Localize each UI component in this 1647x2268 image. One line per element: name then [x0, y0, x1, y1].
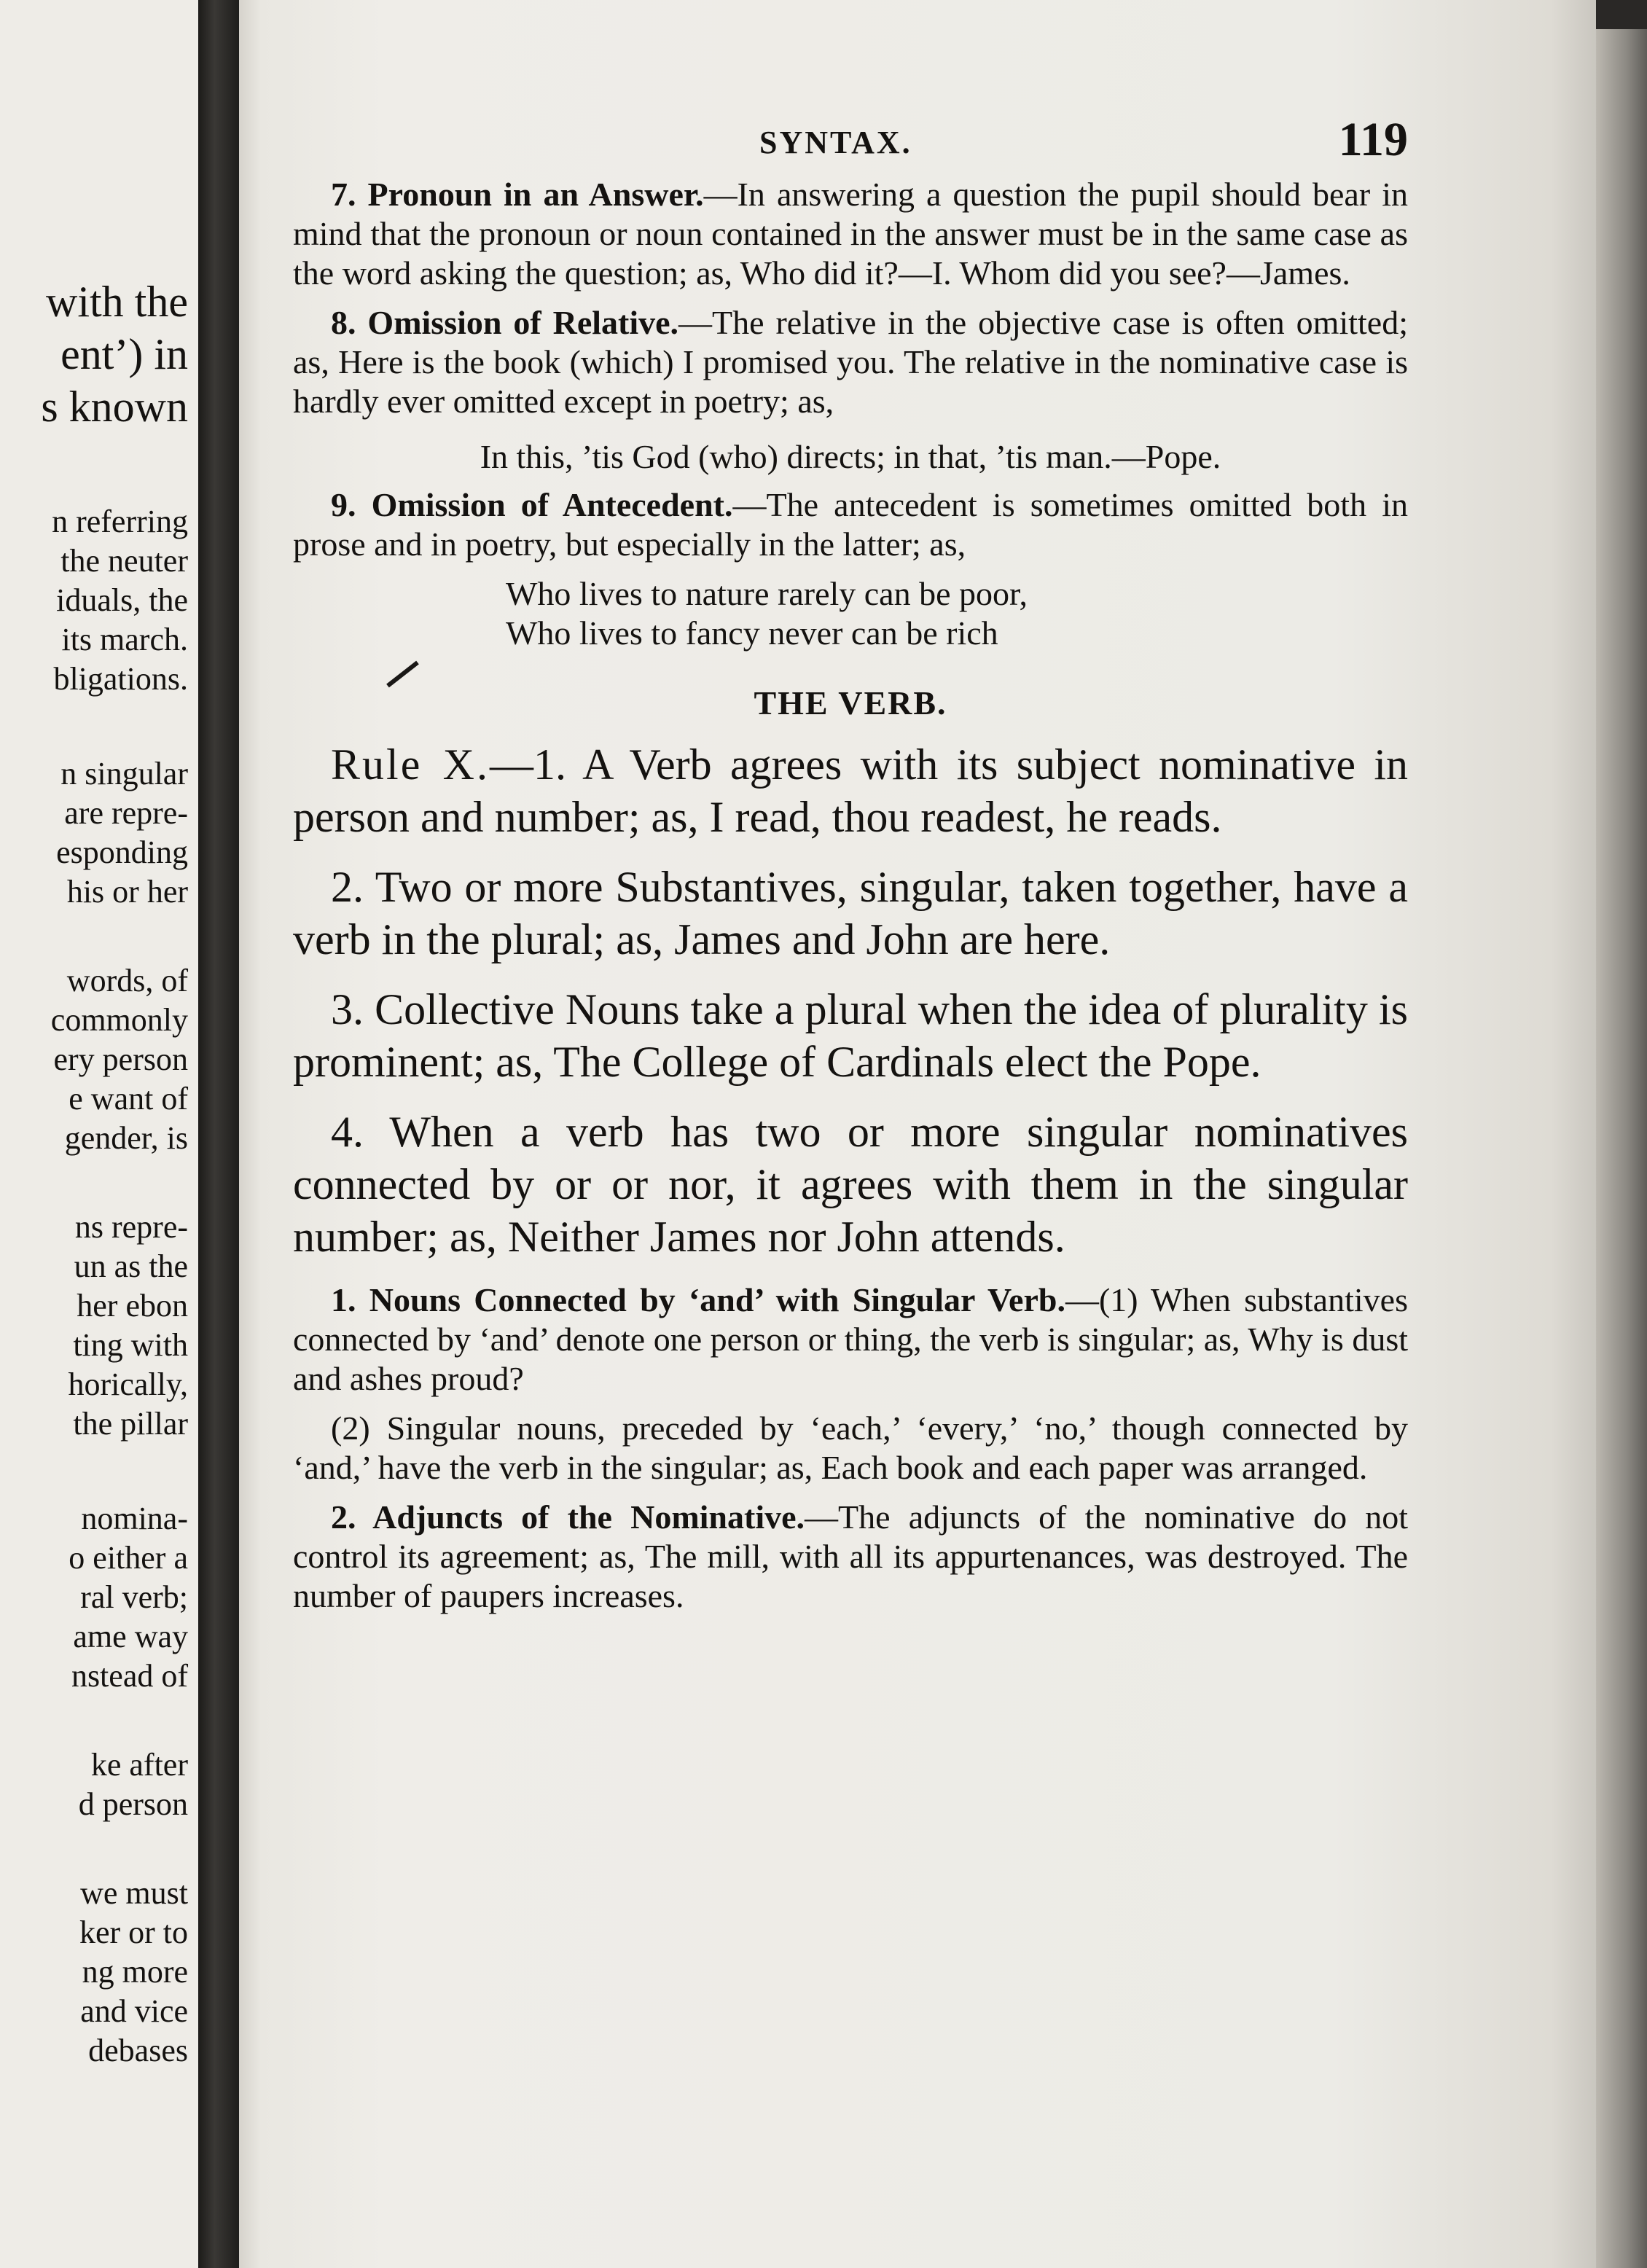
page-number: 119 — [1338, 113, 1408, 166]
previous-page-text-fragment: ns repre- — [74, 1209, 188, 1245]
note-8-heading: 8. Omission of Relative. — [331, 304, 679, 341]
previous-page-text-fragment: ke after — [90, 1747, 188, 1783]
previous-page-text-fragment: ting with — [73, 1327, 188, 1363]
previous-page-text-fragment: gender, is — [64, 1120, 188, 1156]
subnote-1 — [293, 1280, 1408, 1399]
subnote-2-heading: 2. Adjuncts of the Nominative. — [331, 1498, 805, 1536]
previous-page-text-fragment: words, of — [66, 963, 188, 998]
subnote-2 — [293, 1498, 1408, 1616]
rule-x-1 — [293, 738, 1408, 843]
rule-label: Rule X. — [331, 740, 490, 789]
previous-page-text-fragment: his or her — [66, 874, 188, 910]
previous-page-text-fragment: ral verb; — [80, 1579, 188, 1615]
previous-page-text-fragment: with the — [46, 278, 188, 326]
previous-page-text-fragment: n referring — [52, 504, 188, 539]
subnote-1-heading: 1. Nouns Connected by ‘and’ with Singular Verb. — [331, 1281, 1065, 1318]
note-9-body: —The antecedent is sometimes omitted both in prose and in poetry, but especially in the latter; as, — [293, 486, 1408, 563]
rule-x-1-text: —1. A Verb agrees with its subject nominative in person and number; as, I read, thou readest, he reads. — [293, 740, 1408, 841]
previous-page-text-fragment: the pillar — [73, 1406, 188, 1442]
note-8-body: —The relative in the objective case is often omitted; as, Here is the book (which) I promised you. The relative in the nominative case is hardly ever omitted except in poetry; as, — [293, 304, 1409, 420]
previous-page-text-fragment: bligations. — [53, 661, 188, 697]
note-9-heading: 9. Omission of Antecedent. — [331, 486, 733, 523]
note-8 — [293, 303, 1408, 421]
book-gutter — [198, 0, 239, 2268]
previous-page-text-fragment: its march. — [61, 622, 188, 657]
previous-page-text-fragment: esponding — [56, 834, 188, 870]
previous-page-text-fragment: ng more — [82, 1954, 188, 1990]
verse-line: Who lives to fancy never can be rich — [506, 614, 998, 652]
previous-page-text-fragment: nstead of — [71, 1658, 188, 1694]
rule-x-3: 3. Collective Nouns take a plural when the idea of plurality is prominent; as, The College of Cardinals elect the Pope. — [293, 985, 1408, 1086]
running-title: SYNTAX. — [759, 125, 912, 160]
subnote-2-body: —The adjuncts of the nominative do not control its agreement; as, The mill, with all its appurtenances, was destroyed. The number of paupers increases. — [293, 1498, 1408, 1614]
previous-page-text-fragment: e want of — [69, 1081, 188, 1117]
previous-page-text-fragment: d person — [78, 1786, 188, 1822]
previous-page-text-fragment: ame way — [73, 1619, 188, 1654]
previous-page-text-fragment: s known — [41, 383, 188, 431]
running-head — [293, 109, 1408, 175]
subnote-1-part-2: (2) Singular nouns, preceded by ‘each,’ ‘every,’ ‘no,’ though connected by ‘and,’ have the verb in the singular; as, Each book and each paper was arranged. — [293, 1409, 1408, 1486]
rule-x-4: 4. When a verb has two or more singular nominatives connected by or or nor, it agrees with them in the singular number; as, Neither James nor John attends. — [293, 1108, 1408, 1261]
note-7 — [293, 175, 1408, 293]
previous-page-strip — [0, 0, 198, 2268]
previous-page-text-fragment: and vice — [80, 1993, 188, 2029]
previous-page-text-fragment: the neuter — [60, 543, 188, 579]
note-9-verse — [506, 574, 1408, 653]
previous-page-text-fragment: nomina- — [81, 1501, 188, 1536]
previous-page-text-fragment: horically, — [68, 1366, 188, 1402]
pencil-mark — [386, 661, 419, 688]
page-content — [293, 109, 1408, 1616]
page-edge-shadow — [1596, 29, 1647, 2268]
previous-page-text-fragment: ent’) in — [60, 330, 188, 378]
note-7-body: —In answering a question the pupil should bear in mind that the pronoun or noun contained in the answer must be in the same case as the word asking the question; as, Who did it?—I. Whom did you see?—James. — [293, 176, 1408, 292]
previous-page-text-fragment: n singular — [60, 756, 188, 791]
previous-page-text-fragment: ery person — [53, 1041, 188, 1077]
section-title — [293, 684, 1408, 722]
previous-page-text-fragment: are repre- — [64, 795, 188, 831]
note-7-heading: 7. Pronoun in an Answer. — [331, 176, 704, 213]
previous-page-text-fragment: commonly — [50, 1002, 188, 1038]
previous-page-text-fragment: un as the — [74, 1248, 188, 1284]
note-9 — [293, 485, 1408, 564]
section-title-text: THE VERB. — [754, 684, 947, 722]
subnote-1-body: —(1) When substantives connected by ‘and’ denote one person or thing, the verb is singular; as, Why is dust and ashes proud? — [293, 1281, 1408, 1397]
previous-page-text-fragment: ker or to — [79, 1915, 188, 1950]
previous-page-text-fragment: her ebon — [77, 1288, 188, 1323]
previous-page-text-fragment: o either a — [69, 1540, 188, 1576]
previous-page-text-fragment: iduals, the — [56, 582, 188, 618]
previous-page-text-fragment: we must — [80, 1875, 188, 1911]
rule-x-2: 2. Two or more Substantives, singular, taken together, have a verb in the plural; as, James and John are here. — [293, 863, 1408, 963]
previous-page-text-fragment: debases — [88, 2033, 188, 2068]
note-8-quote: In this, ’tis God (who) directs; in that, ’tis man.—Pope. — [480, 438, 1221, 475]
verse-line: Who lives to nature rarely can be poor, — [506, 575, 1028, 612]
